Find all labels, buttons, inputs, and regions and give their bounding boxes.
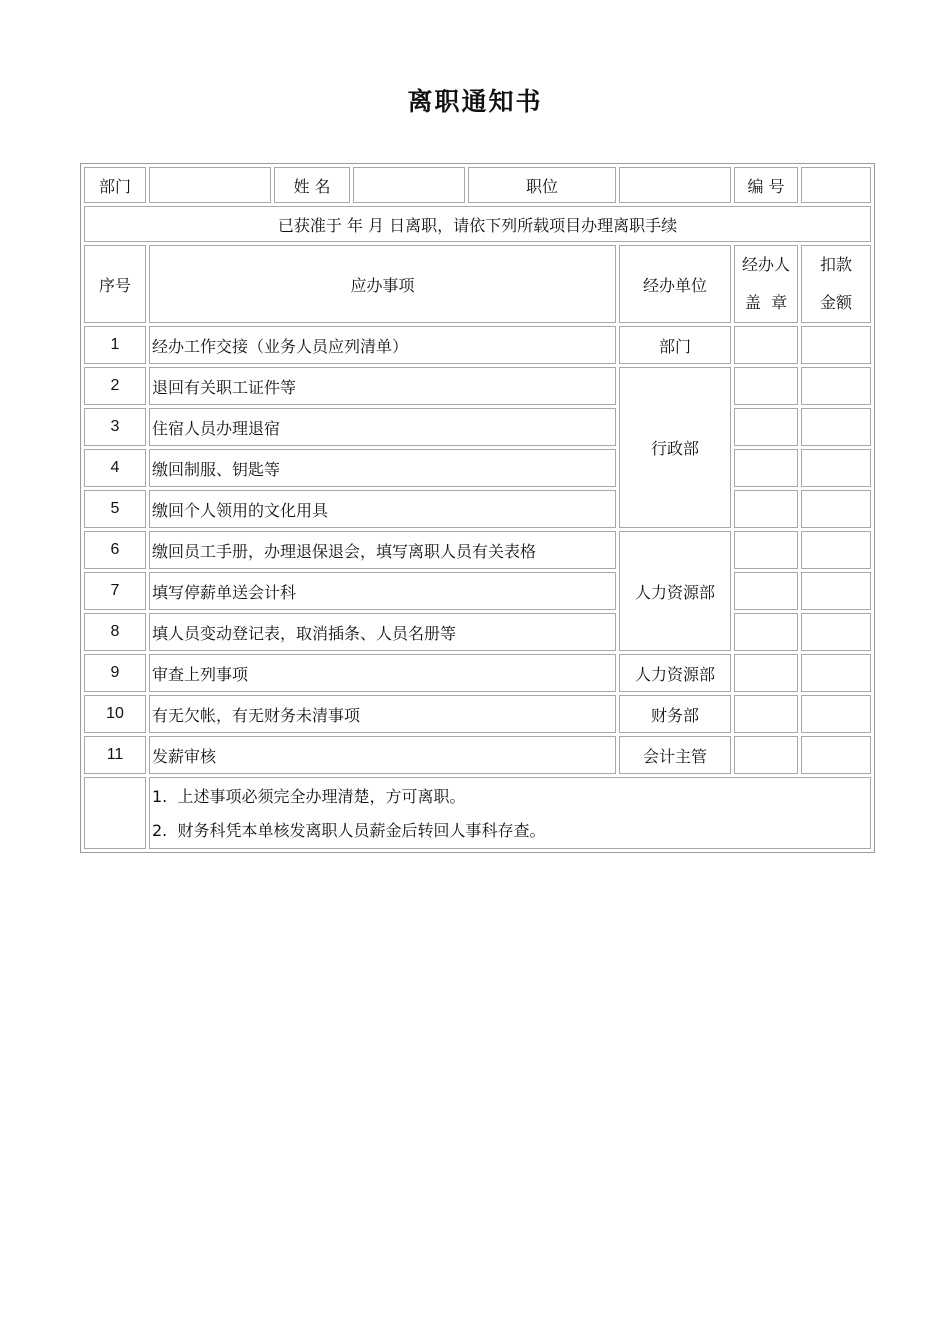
header-handler: [734, 245, 798, 323]
header-unit: 经办单位: [619, 245, 731, 323]
row-unit-admin: 行政部: [619, 367, 731, 528]
row-unit: 会计主管: [619, 736, 731, 774]
column-header-row: [84, 245, 871, 323]
approval-text: 已获准于 年 月 日离职，请依下列所载项目办理离职手续: [84, 206, 871, 242]
header-deduct: [801, 245, 871, 323]
table-row: [84, 408, 871, 446]
header-deduct-line1: 扣款: [819, 255, 852, 274]
info-row: [84, 167, 871, 203]
row-seq: 9: [84, 654, 146, 692]
deduct-amount-cell[interactable]: [801, 367, 871, 405]
deduct-amount-cell[interactable]: [801, 408, 871, 446]
handler-stamp-cell[interactable]: [734, 367, 798, 405]
table-row: [84, 736, 871, 774]
row-item: 缴回个人领用的文化用具: [149, 490, 616, 528]
handler-stamp-cell[interactable]: [734, 613, 798, 651]
handler-stamp-cell[interactable]: [734, 326, 798, 364]
deduct-amount-cell[interactable]: [801, 736, 871, 774]
header-seq: 序号: [84, 245, 146, 323]
resignation-form-table: [80, 163, 875, 853]
deduct-amount-cell[interactable]: [801, 572, 871, 610]
row-seq: 7: [84, 572, 146, 610]
row-seq: 1: [84, 326, 146, 364]
notes-cell: [149, 777, 871, 849]
handler-stamp-cell[interactable]: [734, 654, 798, 692]
handler-stamp-cell[interactable]: [734, 736, 798, 774]
deduct-amount-cell[interactable]: [801, 449, 871, 487]
table-row: [84, 695, 871, 733]
table-row: [84, 572, 871, 610]
notes-blank-cell: [84, 777, 146, 849]
row-seq: 11: [84, 736, 146, 774]
handler-stamp-cell[interactable]: [734, 572, 798, 610]
deduct-amount-cell[interactable]: [801, 326, 871, 364]
note-item: 2. 财务科凭本单核发离职人员薪金后转回人事科存查。: [152, 821, 546, 840]
approval-row: [84, 206, 871, 242]
position-label: 职位: [468, 167, 616, 203]
row-seq: 3: [84, 408, 146, 446]
row-item: 退回有关职工证件等: [149, 367, 616, 405]
row-seq: 5: [84, 490, 146, 528]
deduct-amount-cell[interactable]: [801, 654, 871, 692]
header-handler-line2: 盖 章: [744, 293, 788, 312]
deduct-amount-cell[interactable]: [801, 695, 871, 733]
row-unit: 财务部: [619, 695, 731, 733]
row-item: 填人员变动登记表，取消插条、人员名册等: [149, 613, 616, 651]
table-row: [84, 449, 871, 487]
row-item: 填写停薪单送会计科: [149, 572, 616, 610]
table-row: [84, 613, 871, 651]
row-seq: 10: [84, 695, 146, 733]
dept-field[interactable]: [149, 167, 271, 203]
deduct-amount-cell[interactable]: [801, 490, 871, 528]
table-row: [84, 326, 871, 364]
name-field[interactable]: [353, 167, 465, 203]
handler-stamp-cell[interactable]: [734, 695, 798, 733]
deduct-amount-cell[interactable]: [801, 531, 871, 569]
page-title: 离职通知书: [407, 87, 543, 116]
row-seq: 2: [84, 367, 146, 405]
note-item: 1. 上述事项必须完全办理清楚，方可离职。: [152, 787, 466, 806]
row-seq: 8: [84, 613, 146, 651]
row-item: 缴回员工手册，办理退保退会，填写离职人员有关表格: [149, 531, 616, 569]
row-seq: 6: [84, 531, 146, 569]
table-row: [84, 654, 871, 692]
number-field[interactable]: [801, 167, 871, 203]
table-row: [84, 490, 871, 528]
position-field[interactable]: [619, 167, 731, 203]
table-row: [84, 367, 871, 405]
handler-stamp-cell[interactable]: [734, 449, 798, 487]
header-deduct-line2: 金额: [819, 293, 852, 312]
header-handler-line1: 经办人: [741, 255, 790, 274]
row-item: 缴回制服、钥匙等: [149, 449, 616, 487]
number-label: 编 号: [734, 167, 798, 203]
row-unit: 人力资源部: [619, 654, 731, 692]
row-item: 发薪审核: [149, 736, 616, 774]
handler-stamp-cell[interactable]: [734, 531, 798, 569]
handler-stamp-cell[interactable]: [734, 490, 798, 528]
name-label: 姓 名: [274, 167, 350, 203]
row-seq: 4: [84, 449, 146, 487]
table-row: [84, 531, 871, 569]
header-item: 应办事项: [149, 245, 616, 323]
row-item: 有无欠帐，有无财务未清事项: [149, 695, 616, 733]
handler-stamp-cell[interactable]: [734, 408, 798, 446]
notes-row: [84, 777, 871, 849]
row-item: 审查上列事项: [149, 654, 616, 692]
dept-label: 部门: [84, 167, 146, 203]
deduct-amount-cell[interactable]: [801, 613, 871, 651]
row-unit-hr: 人力资源部: [619, 531, 731, 651]
row-item: 住宿人员办理退宿: [149, 408, 616, 446]
row-unit: 部门: [619, 326, 731, 364]
row-item: 经办工作交接（业务人员应列清单）: [149, 326, 616, 364]
